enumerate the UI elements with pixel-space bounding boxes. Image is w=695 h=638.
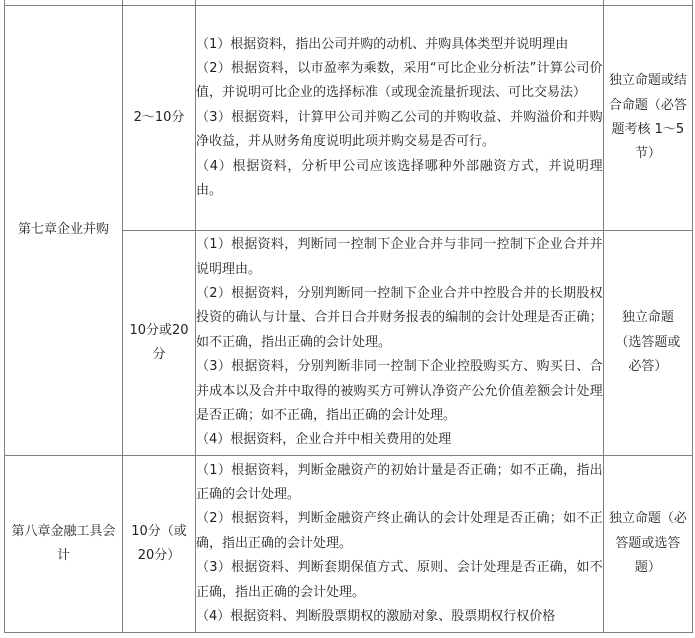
chapter-cell: [5, 456, 123, 633]
score-cell: [123, 231, 196, 456]
requirements-cell: [195, 231, 603, 456]
requirement-item: （2）根据资料，判断金融资产终止确认的会计处理是否正确；如不正确，指出正确的会计处理。: [195, 511, 603, 551]
chapter-cell: [5, 6, 123, 456]
score-cell: [123, 456, 196, 633]
requirement-item: （3）根据资料、判断套期保值方式、原则、会计处理是否正确，如不正确，指出正确的会计处理。: [195, 560, 603, 600]
requirement-item: （4）根据资料、判断股票期权的激励对象、股票期权行权价格: [195, 609, 556, 625]
requirement-item: （3）根据资料，分别判断非同一控制下企业控股购买方、购买日、合并成本以及合并中取得的被购买方可辨认净资产公允价值差额会计处理是否正确；如不正确，指出正确的会计处理。: [195, 359, 603, 424]
requirement-item: （2）根据资料，分别判断同一控制下企业合并中控股合并的长期股权投资的确认与计量、合并日合并财务报表的编制的会计处理是否正确；如不正确，指出正确的会计处理。: [195, 285, 603, 350]
requirement-item: （4）根据资料，企业合并中相关费用的处理: [195, 432, 452, 448]
score-value: 10分（或 20分）: [131, 523, 187, 563]
form-value: 独立命题（必答题或选答题）: [608, 511, 687, 576]
exam-outline-table: [4, 0, 693, 633]
form-cell: [603, 456, 692, 633]
score-value: 2～10分: [133, 109, 185, 125]
chapter-name: 第七章企业并购: [18, 222, 110, 238]
chapter-name: 第八章金融工具会计: [11, 523, 116, 563]
table-row: [5, 456, 693, 633]
form-cell: [603, 231, 692, 456]
form-value: 独立命题（选答题或必答）: [615, 310, 681, 375]
requirements-cell: [195, 456, 603, 633]
requirement-item: （1）根据资料，指出公司并购的动机、并购具体类型并说明理由: [195, 36, 569, 52]
form-cell: [603, 6, 692, 231]
requirement-item: （4）根据资料，分析甲公司应该选择哪种外部融资方式，并说明理由。: [195, 158, 603, 199]
requirement-item: （3）根据资料，计算甲公司并购乙公司的并购收益、并购溢价和并购净收益，并从财务角度说明此项并购交易是否可行。: [195, 109, 603, 150]
requirements-cell: [195, 6, 603, 231]
score-cell: [123, 6, 196, 231]
requirement-item: （1）根据资料，判断同一控制下企业合并与非同一控制下企业合并并说明理由。: [195, 237, 603, 277]
table-row: [5, 6, 693, 231]
requirement-item: （2）根据资料，以市盈率为乘数，采用“可比企业分析法”计算公司价值，并说明可比企业的选择标准（或现金流量折现法、可比交易法）: [195, 60, 603, 101]
requirement-item: （1）根据资料，判断金融资产的初始计量是否正确；如不正确，指出正确的会计处理。: [195, 462, 603, 502]
form-value: 独立命题或结合命题（必答题考核 1～5 节）: [608, 73, 687, 162]
score-value: 10分或20分: [129, 322, 189, 362]
